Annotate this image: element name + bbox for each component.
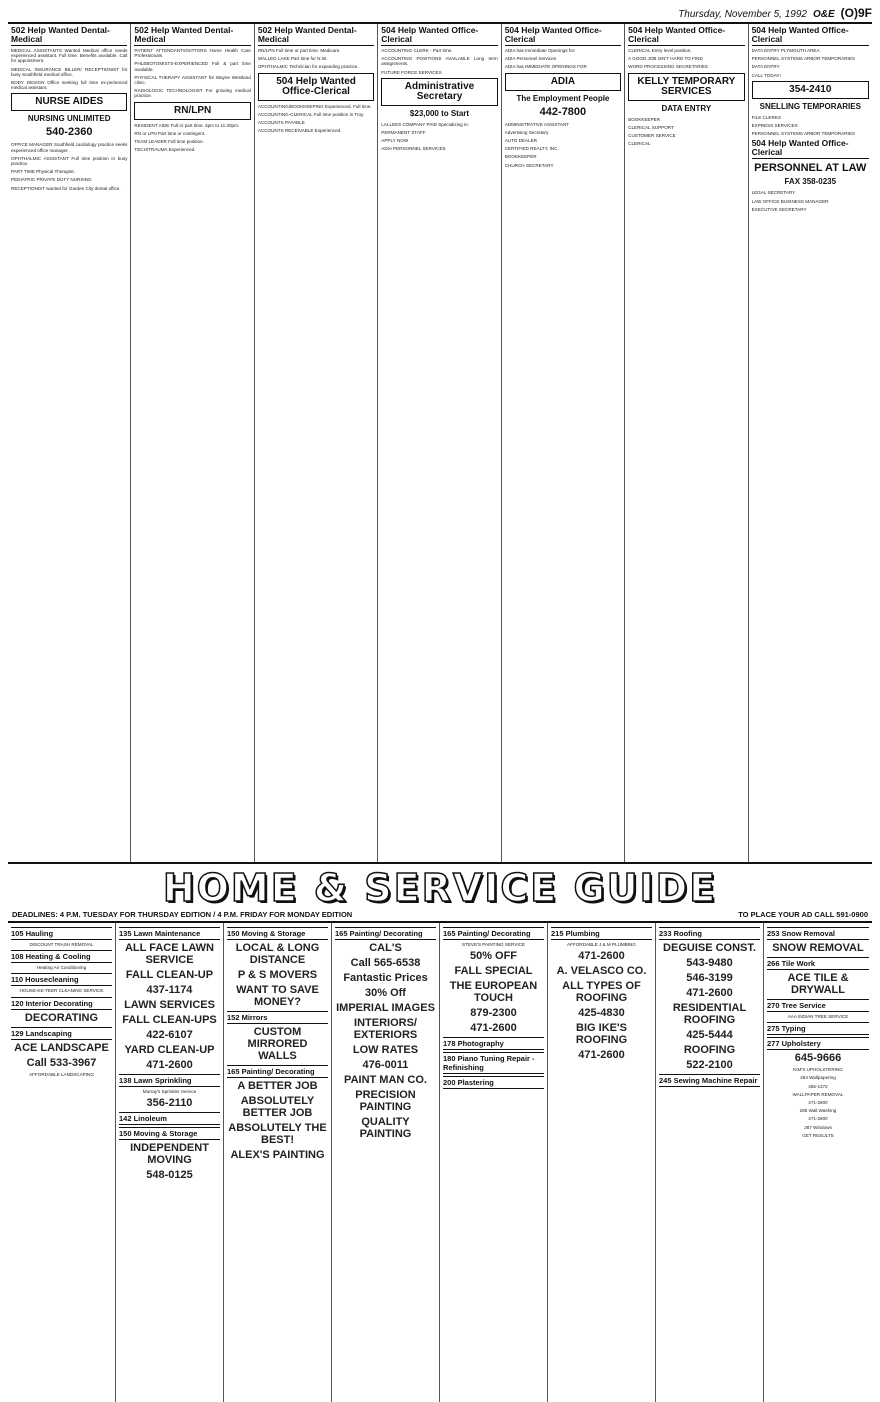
classified-ad: LEGAL SECRETARY xyxy=(751,190,796,196)
guide-ad: LOW RATES xyxy=(352,1044,419,1056)
guide-ad: 471-2600 xyxy=(578,1049,625,1062)
guide-deadline: DEADLINES: 4 P.M. TUESDAY FOR THURSDAY EDITION / 4 P.M. FRIDAY FOR MONDAY EDITION xyxy=(12,910,353,919)
guide-ad: 287 Windows xyxy=(804,1124,832,1130)
folio-paper: O&E xyxy=(812,9,835,20)
guide-section-header: 180 Piano Tuning Repair - Refinishing xyxy=(443,1052,544,1074)
guide-ad: 422-6107 xyxy=(146,1029,193,1041)
column-header: 502 Help Wanted Dental-Medical xyxy=(258,26,374,46)
featured-ad-title: Administrative Secretary xyxy=(381,78,497,106)
classified-ad: BODY DESIGN Office seeking full time ex-perienced medical assistant. xyxy=(11,80,128,91)
guide-ad: ABSOLUTELY BETTER JOB xyxy=(240,1095,315,1119)
guide-section-header: 129 Landscaping xyxy=(11,1027,112,1040)
classified-ad: DATA ENTRY PLYMOUTH AREA xyxy=(751,48,820,53)
guide-ad: SNOW REMOVAL xyxy=(772,942,864,954)
classified-ad: LALLEES COMPANY PAID Specializing in: xyxy=(381,121,469,127)
classified-ad: PHYSICAL THERAPY ASSISTANT for Wayne Westland clinic. xyxy=(134,74,251,86)
guide-ad: 437-1174 xyxy=(146,984,193,996)
guide-ad: 471-2600 xyxy=(808,1100,828,1106)
guide-section-header: 200 Plastering xyxy=(443,1076,544,1089)
guide-ad: Murray's Sprinkler Service xyxy=(142,1089,197,1094)
featured-ad-subtitle: SNELLING TEMPORARIES xyxy=(759,101,861,111)
guide-section-header: 120 Interior Decorating xyxy=(11,997,112,1010)
guide-column xyxy=(764,923,872,1402)
guide-section-header: 275 Typing xyxy=(767,1022,869,1035)
guide-column xyxy=(656,923,764,1402)
guide-section-header: 215 Plumbing xyxy=(551,927,652,940)
guide-ad: FALL CLEAN-UP xyxy=(125,969,214,981)
guide-ad: 425-5444 xyxy=(686,1029,733,1041)
guide-section-header: 138 Lawn Sprinkling xyxy=(119,1074,220,1087)
folio-page: (O)9F xyxy=(840,6,872,20)
guide-ad: STEVE'S PAINTING SERVICE xyxy=(462,942,525,947)
classified-ad: ADIA PERSONNEL SERVICES xyxy=(381,146,446,152)
guide-section-header: 270 Tree Service xyxy=(767,999,869,1012)
guide-title: HOME & SERVICE GUIDE xyxy=(162,866,718,910)
guide-ad: 471-2600 xyxy=(146,1059,193,1071)
guide-ad: ALL FACE LAWN SERVICE xyxy=(124,942,214,966)
featured-ad-phone: 442-7800 xyxy=(539,105,587,118)
classified-ad: RN/LPN Full time or part time. Medicare. xyxy=(257,48,341,53)
classified-column xyxy=(131,24,254,862)
guide-column xyxy=(224,923,332,1402)
guide-ad: YARD CLEAN-UP xyxy=(124,1044,215,1056)
guide-ad: WANT TO SAVE MONEY? xyxy=(236,984,319,1008)
classified-ad: PART TIME Physical Therapist. xyxy=(11,169,75,175)
featured-ad-title: 504 Help Wanted Office-Clerical xyxy=(258,73,374,101)
classified-ad: CHURCH SECRETARY xyxy=(504,162,554,168)
guide-ad: LAWN SERVICES xyxy=(124,999,215,1011)
guide-ad: DECORATING xyxy=(24,1011,99,1024)
classified-ad: OPHTHALMIC Technician for expanding practice. xyxy=(257,64,359,70)
column-header: 502 Help Wanted Dental-Medical xyxy=(11,26,127,46)
guide-column xyxy=(440,923,548,1402)
guide-ad: 879-2300 xyxy=(470,1007,517,1020)
guide-ad: GET RESULTS xyxy=(802,1132,834,1138)
featured-ad-title: NURSE AIDES xyxy=(11,93,127,111)
guide-ad: 425-4830 xyxy=(578,1007,625,1020)
classified-ad: AUTO DEALER xyxy=(504,138,538,144)
classified-ad: ACCOUNTING/BOOKKEEPING Experienced. Full time. xyxy=(257,103,372,109)
guide-ad: QUALITY PAINTING xyxy=(359,1116,412,1140)
guide-section-header: 253 Snow Removal xyxy=(767,927,869,940)
classified-ad: PHLEBOTOMISTS-EXPERIENCED Full & part time available. xyxy=(134,61,251,72)
guide-ad: 645-9666 xyxy=(794,1052,842,1065)
guide-ad: THE EUROPEAN TOUCH xyxy=(449,980,538,1005)
guide-section-header: 178 Photography xyxy=(443,1037,544,1050)
classified-ad: CERTIFIED REALTY, INC. xyxy=(504,146,559,152)
guide-section-header: 135 Lawn Maintenance xyxy=(119,927,220,940)
guide-ad: IMPERIAL IMAGES xyxy=(336,1002,435,1014)
guide-ad: KIM'S UPHOLSTERING xyxy=(793,1067,843,1073)
guide-ad: Call 533-3967 xyxy=(26,1056,97,1069)
guide-ad: 455-1372 xyxy=(808,1083,828,1089)
classified-ad: OPHTHALMIC ASSISTANT Full time position in busy practice. xyxy=(11,155,128,167)
guide-ad: AFFORDABLE J & M PLUMBING xyxy=(567,942,636,947)
classified-ad: ACCOUNTING POSITIONS AVAILABLE Long term assignments. xyxy=(381,56,498,67)
guide-section-header: 165 Painting/ Decorating xyxy=(443,927,544,940)
classified-ad: FILE CLERKS xyxy=(751,114,781,120)
classified-ad: RESIDENT AIDE Full or part time. 3pm to 11:30pm. xyxy=(134,122,240,128)
guide-ad: 471-2600 xyxy=(470,1022,517,1035)
classified-ad: PERSONNEL SYSTEMS ARBOR TEMPORARIES xyxy=(751,131,855,137)
classified-ad: RN or LPN Part time or contingent. xyxy=(134,130,206,136)
featured-ad-subtitle: NURSING UNLIMITED xyxy=(27,114,111,124)
guide-section-header: 105 Hauling xyxy=(11,927,112,940)
guide-ad: ABSOLUTELY THE BEST! xyxy=(228,1122,327,1146)
folio-date: Thursday, November 5, 1992 xyxy=(678,9,807,20)
guide-ad: BIG IKE'S ROOFING xyxy=(575,1022,628,1047)
guide-section-header: 108 Heating & Cooling xyxy=(11,950,112,963)
guide-ad: PRECISION PAINTING xyxy=(355,1089,416,1113)
classified-ad: ADIA Personnel Services xyxy=(504,56,557,62)
guide-ad: WALLPAPER REMOVAL xyxy=(792,1091,844,1097)
classified-ad: ACCOUNTS RECEIVABLE Experienced. xyxy=(257,128,342,134)
home-service-guide-banner xyxy=(8,868,872,908)
classified-ad: EXECUTIVE SECRETARY xyxy=(751,206,807,212)
guide-ad: FALL SPECIAL xyxy=(454,965,533,978)
classified-ad: ACCOUNTING-CLERICAL Full time position in Troy. xyxy=(257,111,365,117)
column-header: 504 Help Wanted Office-Clerical xyxy=(752,139,869,159)
classifieds-lower xyxy=(8,923,872,1402)
guide-ad: 284 Wallpapering xyxy=(800,1075,836,1081)
classified-ad: TEAM LEADER Full time position. xyxy=(134,139,204,145)
classified-ad: PATIENT ATTENDANTS/SITTERS Home Health Care Professionals. xyxy=(134,48,251,59)
classified-ad: WALLED LAKE Part time for N.W. xyxy=(257,56,328,62)
guide-ad: LOCAL & LONG DISTANCE xyxy=(235,942,320,966)
classified-ad: APPLY NOW xyxy=(381,138,409,144)
classified-ad: CALL TODAY! xyxy=(751,72,781,78)
featured-ad-subtitle: $23,000 to Start xyxy=(409,108,470,118)
guide-section-header: 152 Mirrors xyxy=(227,1011,328,1024)
classified-ad: FUTURE FORCE SERVICES xyxy=(381,69,442,75)
guide-section-header: 150 Moving & Storage xyxy=(119,1127,220,1140)
guide-deadline-bar xyxy=(8,908,872,923)
classified-ad: PERSONNEL SYSTEMS ARBOR TEMPORARIES xyxy=(751,56,855,62)
classified-ad: TECH/TRAUMA Experienced. xyxy=(134,147,196,153)
guide-ad: DISCOUNT TRASH REMOVAL xyxy=(29,942,94,947)
guide-ad: A BETTER JOB xyxy=(237,1080,318,1092)
classified-ad: CUSTOMER SERVICE xyxy=(628,133,676,139)
featured-ad-title: 354-2410 xyxy=(752,81,869,99)
classified-ad: DATA ENTRY xyxy=(751,64,780,70)
guide-ad: Heating Air Conditioning xyxy=(36,965,87,971)
guide-ad: 471-2600 xyxy=(686,987,733,999)
featured-ad-title: PERSONNEL AT LAW xyxy=(754,162,867,175)
classified-ad: EXPRESS SERVICES xyxy=(751,123,798,129)
guide-ad: INDEPENDENT MOVING xyxy=(130,1142,209,1167)
guide-section-header: 233 Roofing xyxy=(659,927,760,940)
classified-ad: OFFICE MANAGER Southfield cardiology practice seeks experienced office manager. xyxy=(11,142,128,153)
classified-ad: LAW OFFICE BUSINESS MANAGER xyxy=(751,198,829,204)
guide-ad: FALL CLEAN-UPS xyxy=(122,1014,217,1026)
guide-ad: 471-2600 xyxy=(578,950,625,963)
guide-section-header: 245 Sewing Machine Repair xyxy=(659,1074,760,1087)
classified-column xyxy=(378,24,501,862)
classified-ad: ADIA has Immediate Openings for: xyxy=(504,48,576,53)
guide-column xyxy=(8,923,116,1402)
classified-ad: PERMANENT STAFF xyxy=(381,130,426,136)
guide-section-header: 150 Moving & Storage xyxy=(227,927,328,940)
featured-ad-subtitle: The Employment People xyxy=(516,93,610,103)
guide-ad: A. VELASCO CO. xyxy=(556,965,647,978)
classified-column xyxy=(255,24,378,862)
classified-ad: A GOOD JOB ISN'T HARD TO FIND xyxy=(628,56,703,62)
guide-ad: Fantastic Prices xyxy=(343,972,428,984)
guide-phone: TO PLACE YOUR AD CALL 591-0900 xyxy=(738,910,868,919)
classified-ad: Advertising Secretary xyxy=(504,129,549,135)
classified-column xyxy=(749,24,872,862)
classified-column xyxy=(625,24,748,862)
column-header: 502 Help Wanted Dental-Medical xyxy=(134,26,250,46)
guide-ad: INTERIORS/ EXTERIORS xyxy=(353,1017,418,1041)
guide-ad: CUSTOM MIRRORED WALLS xyxy=(247,1026,308,1062)
classified-ad: PEDIATRIC PRIVATE DUTY NURSING xyxy=(11,177,92,183)
guide-ad: ACE LANDSCAPE xyxy=(14,1041,109,1054)
guide-ad: ALEX'S PAINTING xyxy=(230,1149,325,1161)
featured-ad-phone: 540-2360 xyxy=(45,126,93,139)
page-folio xyxy=(8,6,872,24)
guide-section-header: 266 Tile Work xyxy=(767,957,869,970)
guide-ad: 476-0011 xyxy=(362,1059,409,1071)
classified-ad: BOOKKEEPER xyxy=(504,154,537,160)
column-header: 504 Help Wanted Office-Clerical xyxy=(505,26,621,46)
classified-ad: RADIOLOGIC TECHNOLOGIST For growing medical practice. xyxy=(134,88,251,99)
classified-ad: ACCOUNTING CLERK - Part time. xyxy=(381,48,453,53)
guide-ad: RESIDENTIAL ROOFING xyxy=(672,1002,747,1026)
guide-column xyxy=(548,923,656,1402)
guide-column xyxy=(332,923,440,1402)
classified-column xyxy=(8,24,131,862)
guide-section-header: 165 Painting/ Decorating xyxy=(227,1065,328,1078)
column-header: 504 Help Wanted Office-Clerical xyxy=(628,26,744,46)
column-header: 504 Help Wanted Office-Clerical xyxy=(752,26,869,46)
guide-ad: AFFORDABLE LANDSCAPING xyxy=(29,1071,94,1077)
guide-section-header: 165 Painting/ Decorating xyxy=(335,927,436,940)
classifieds-upper xyxy=(8,24,872,864)
classified-ad: ADMINISTRATIVE ASSISTANT xyxy=(504,121,570,127)
guide-ad: 471-2600 xyxy=(808,1116,828,1122)
featured-ad-title: ADIA xyxy=(505,73,621,91)
classified-ad: CLERICAL xyxy=(628,141,651,147)
guide-column xyxy=(116,923,224,1402)
featured-ad-title: KELLY TEMPORARY SERVICES xyxy=(628,73,744,101)
guide-ad: ACE TILE & DRYWALL xyxy=(787,972,849,996)
guide-ad: DEGUISE CONST. xyxy=(663,942,756,954)
classified-ad: BOOKKEEPER xyxy=(628,116,661,122)
featured-ad-subtitle: DATA ENTRY xyxy=(661,103,712,113)
guide-ad: HOUSE-KE-TEER CLEANING SERVICE xyxy=(19,988,104,994)
guide-ad: CAL'S xyxy=(369,942,402,954)
guide-ad: AAA INDIAN TREE SERVICE xyxy=(787,1014,849,1019)
guide-ad: P & S MOVERS xyxy=(237,969,318,981)
classified-ad: ADIA has IMMEDIATE OPENINGS FOR xyxy=(504,64,587,70)
guide-ad: 543-9480 xyxy=(686,957,733,969)
guide-ad: PAINT MAN CO. xyxy=(344,1074,427,1086)
guide-section-header: 142 Linoleum xyxy=(119,1112,220,1125)
classified-ad: ACCOUNTS PAYABLE xyxy=(257,120,305,126)
column-header: 504 Help Wanted Office-Clerical xyxy=(381,26,497,46)
guide-ad: 50% OFF xyxy=(469,950,518,963)
guide-ad: 356-2110 xyxy=(146,1097,193,1110)
guide-ad: 285 Wall Washing xyxy=(799,1108,837,1114)
classified-ad: CLERICAL Entry level position. xyxy=(628,48,692,53)
guide-section-header: 110 Housecleaning xyxy=(11,973,112,986)
guide-ad: 30% Off xyxy=(365,987,406,999)
classified-ad: MEDICAL INSURANCE BILLER/ RECEPTIONIST for busy Southfield medical office. xyxy=(11,66,128,77)
featured-ad-phone: FAX 358-0235 xyxy=(784,177,837,187)
classified-ad: CLERICAL SUPPORT xyxy=(628,124,674,130)
guide-ad: ROOFING xyxy=(683,1044,736,1056)
featured-ad-title: RN/LPN xyxy=(134,102,250,120)
guide-ad: 522-2100 xyxy=(686,1059,733,1071)
guide-ad: ALL TYPES OF ROOFING xyxy=(562,980,641,1005)
guide-ad: 546-3199 xyxy=(686,972,733,984)
classified-ad: MEDICAL ASSISTANTS Wanted Medical office needs experienced assistant. Full time. Benefits available. Call for appointment. xyxy=(11,48,128,64)
guide-ad: 548-0125 xyxy=(146,1169,193,1182)
guide-section-header: 277 Upholstery xyxy=(767,1037,869,1050)
classified-ad: WORD PROCESSING SECRETARIES xyxy=(628,64,708,70)
classified-ad: RECEPTIONIST wanted for Garden City dental office. xyxy=(11,185,121,191)
classified-column xyxy=(502,24,625,862)
guide-ad: Call 565-6538 xyxy=(350,957,421,969)
